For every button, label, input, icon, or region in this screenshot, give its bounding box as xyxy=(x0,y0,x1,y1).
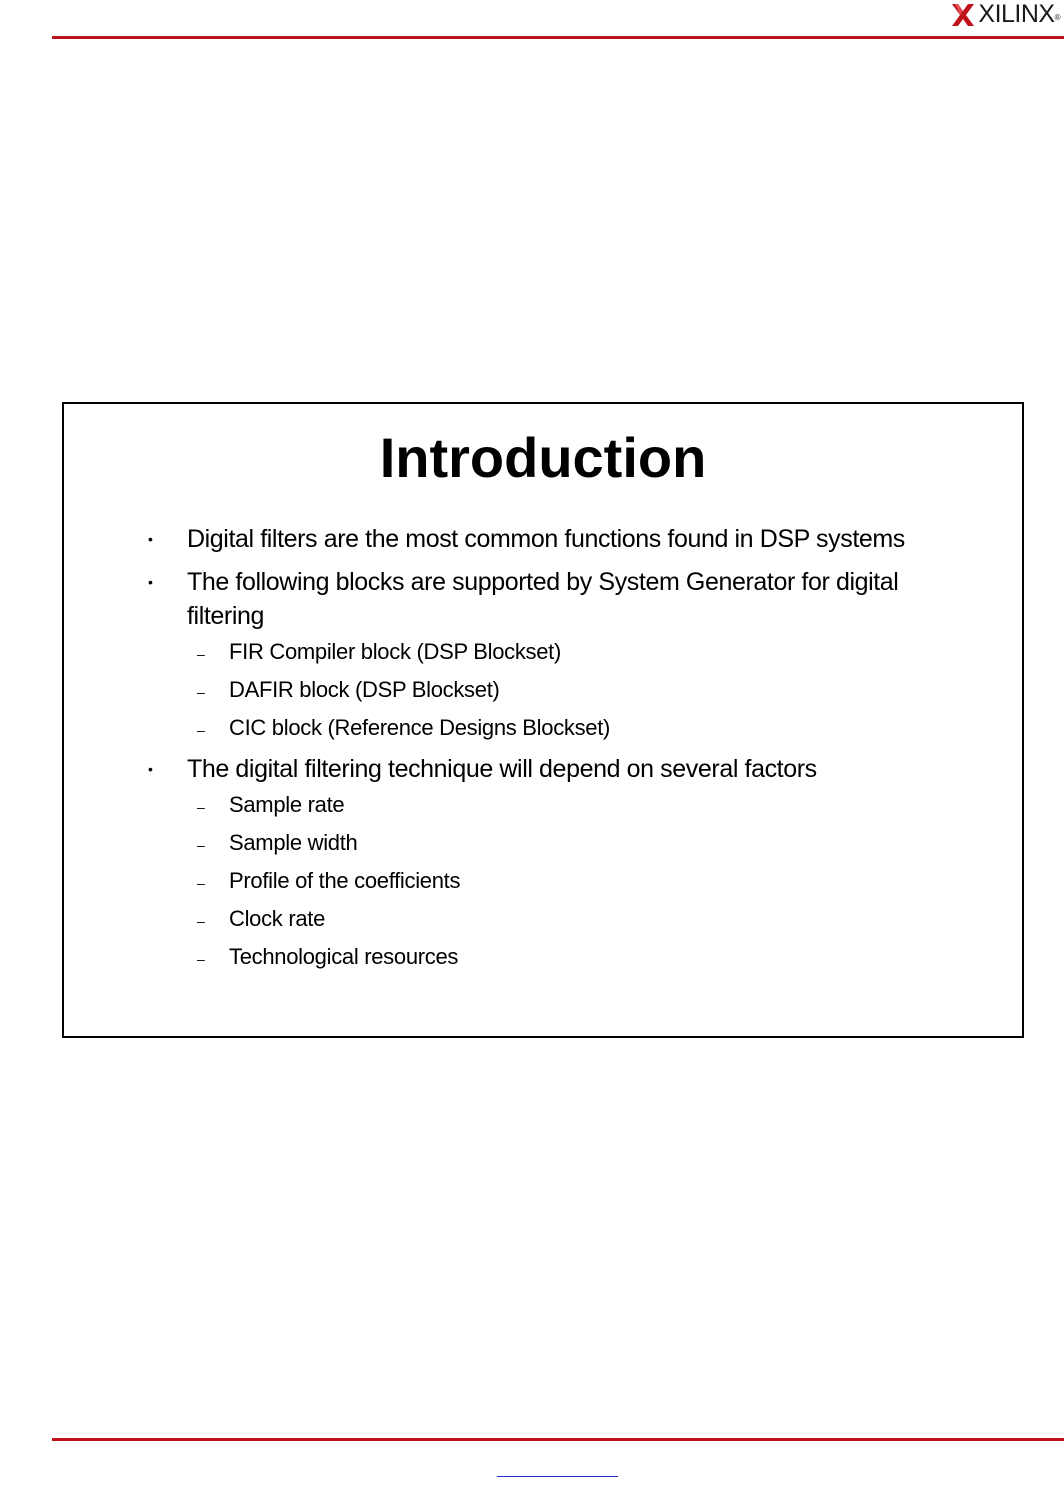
sub-list-item xyxy=(187,942,922,972)
sub-list-item xyxy=(187,790,922,820)
sub-bullet-text: Clock rate xyxy=(229,906,326,931)
list-item xyxy=(64,522,1022,556)
sub-list-item xyxy=(187,713,922,743)
sub-bullet-text: Profile of the coefficients xyxy=(229,868,461,893)
bullet-list xyxy=(64,522,1022,981)
sub-list-item xyxy=(187,675,922,705)
sub-bullet-dash: – xyxy=(197,875,205,891)
bullet-dot: • xyxy=(148,574,153,590)
bullet-dot: • xyxy=(148,761,153,777)
sub-bullet-dash: – xyxy=(197,684,205,700)
xilinx-x-icon xyxy=(952,4,974,26)
sub-bullet-text: FIR Compiler block (DSP Blockset) xyxy=(229,639,562,664)
sub-bullet-text: DAFIR block (DSP Blockset) xyxy=(229,677,500,702)
slide-title: Introduction xyxy=(379,426,707,489)
bullet-dot: • xyxy=(148,531,153,547)
sub-list-item xyxy=(187,904,922,934)
bullet-text: The following blocks are supported by System Generator for digital filtering xyxy=(187,568,899,630)
sub-bullet-text: Sample width xyxy=(229,830,358,855)
sub-bullet-text: CIC block (Reference Designs Blockset) xyxy=(229,715,611,740)
bullet-text: Digital filters are the most common functions found in DSP systems xyxy=(187,525,905,553)
xilinx-logo xyxy=(952,2,1060,27)
sub-list-item xyxy=(187,828,922,858)
logo-text: XILINX® xyxy=(978,0,1060,28)
list-item xyxy=(64,752,1022,972)
sub-list xyxy=(187,637,922,743)
sub-list xyxy=(187,790,922,972)
header-rule xyxy=(52,36,1064,39)
footer-link[interactable] xyxy=(497,1462,618,1477)
sub-bullet-text: Sample rate xyxy=(229,792,345,817)
slide-frame xyxy=(62,402,1024,1038)
bullet-text: The digital filtering technique will depend on several factors xyxy=(187,755,817,783)
sub-bullet-dash: – xyxy=(197,722,205,738)
sub-list-item xyxy=(187,637,922,667)
registered-mark: ® xyxy=(1054,13,1060,22)
sub-bullet-text: Technological resources xyxy=(229,944,459,969)
sub-bullet-dash: – xyxy=(197,646,205,662)
sub-bullet-dash: – xyxy=(197,837,205,853)
list-item xyxy=(64,565,1022,743)
sub-list-item xyxy=(187,866,922,896)
footer-rule xyxy=(52,1438,1064,1441)
sub-bullet-dash: – xyxy=(197,799,205,815)
sub-bullet-dash: – xyxy=(197,951,205,967)
sub-bullet-dash: – xyxy=(197,913,205,929)
